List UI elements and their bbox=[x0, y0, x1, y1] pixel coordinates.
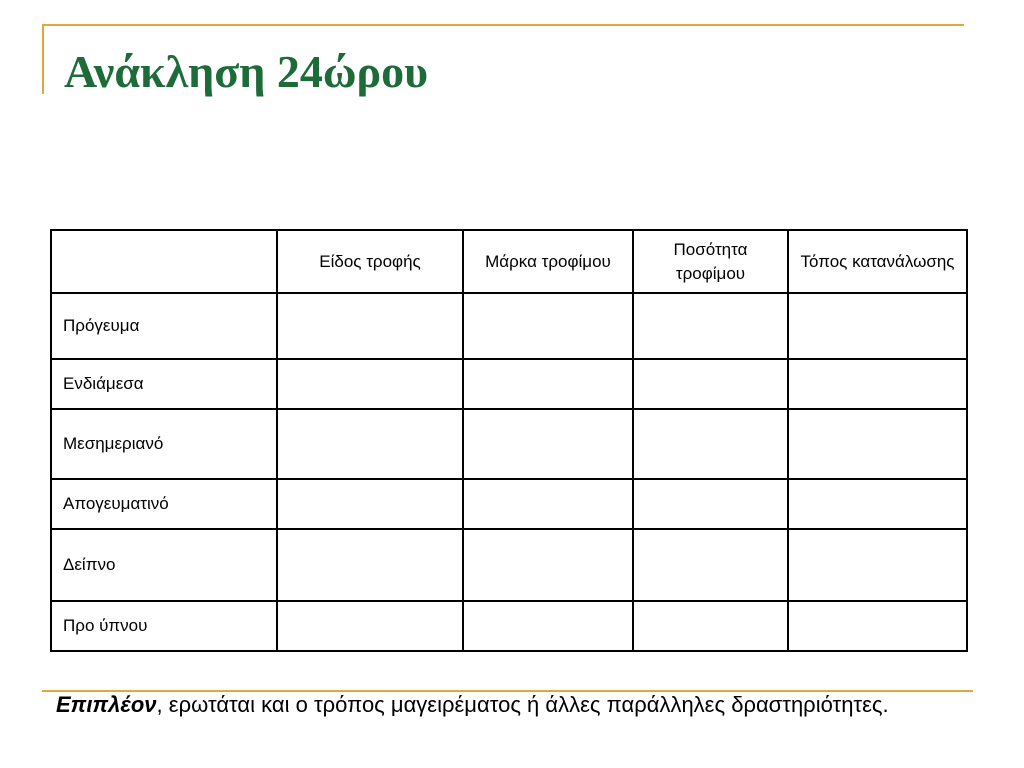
table-cell bbox=[277, 529, 463, 601]
column-header-empty bbox=[51, 230, 277, 293]
table-cell bbox=[633, 293, 788, 359]
row-label-breakfast: Πρόγευμα bbox=[51, 293, 277, 359]
row-label-afternoon: Απογευματινό bbox=[51, 479, 277, 529]
table-cell bbox=[788, 293, 967, 359]
table-cell bbox=[277, 409, 463, 479]
table-header-row bbox=[51, 230, 967, 293]
table-cell bbox=[463, 293, 633, 359]
row-label-lunch: Μεσημεριανό bbox=[51, 409, 277, 479]
table-cell bbox=[463, 601, 633, 651]
table-cell bbox=[277, 359, 463, 409]
slide-title: Ανάκληση 24ώρου bbox=[64, 46, 429, 97]
table-row bbox=[51, 409, 967, 479]
table-row bbox=[51, 479, 967, 529]
table-row bbox=[51, 529, 967, 601]
table-cell bbox=[633, 409, 788, 479]
table-cell bbox=[788, 359, 967, 409]
row-label-before-sleep: Προ ύπνου bbox=[51, 601, 277, 651]
table-row bbox=[51, 293, 967, 359]
table-row bbox=[51, 359, 967, 409]
table-cell bbox=[463, 409, 633, 479]
row-label-dinner: Δείπνο bbox=[51, 529, 277, 601]
table-row bbox=[51, 601, 967, 651]
footnote bbox=[56, 690, 956, 720]
row-label-snacks: Ενδιάμεσα bbox=[51, 359, 277, 409]
table-cell bbox=[788, 529, 967, 601]
table-cell bbox=[633, 529, 788, 601]
table-cell bbox=[277, 293, 463, 359]
table-cell bbox=[633, 601, 788, 651]
column-header-brand: Μάρκα τροφίμου bbox=[463, 230, 633, 293]
column-header-food-type: Είδος τροφής bbox=[277, 230, 463, 293]
table-cell bbox=[463, 529, 633, 601]
table-cell bbox=[788, 601, 967, 651]
table-cell bbox=[277, 601, 463, 651]
recall-table bbox=[50, 229, 968, 652]
table-cell bbox=[463, 479, 633, 529]
table-cell bbox=[277, 479, 463, 529]
table-cell bbox=[633, 479, 788, 529]
column-header-quantity: Ποσότητα τροφίμου bbox=[633, 230, 788, 293]
top-divider bbox=[42, 24, 964, 26]
table-cell bbox=[788, 409, 967, 479]
footnote-text: , ερωτάται και ο τρόπος μαγειρέματος ή άλλες παράλληλες δραστηριότητες. bbox=[156, 692, 889, 717]
table-cell bbox=[633, 359, 788, 409]
left-divider bbox=[42, 24, 44, 94]
table-cell bbox=[463, 359, 633, 409]
footnote-emphasis: Επιπλέον bbox=[56, 692, 157, 717]
table-cell bbox=[788, 479, 967, 529]
column-header-location: Τόπος κατανάλωσης bbox=[788, 230, 967, 293]
